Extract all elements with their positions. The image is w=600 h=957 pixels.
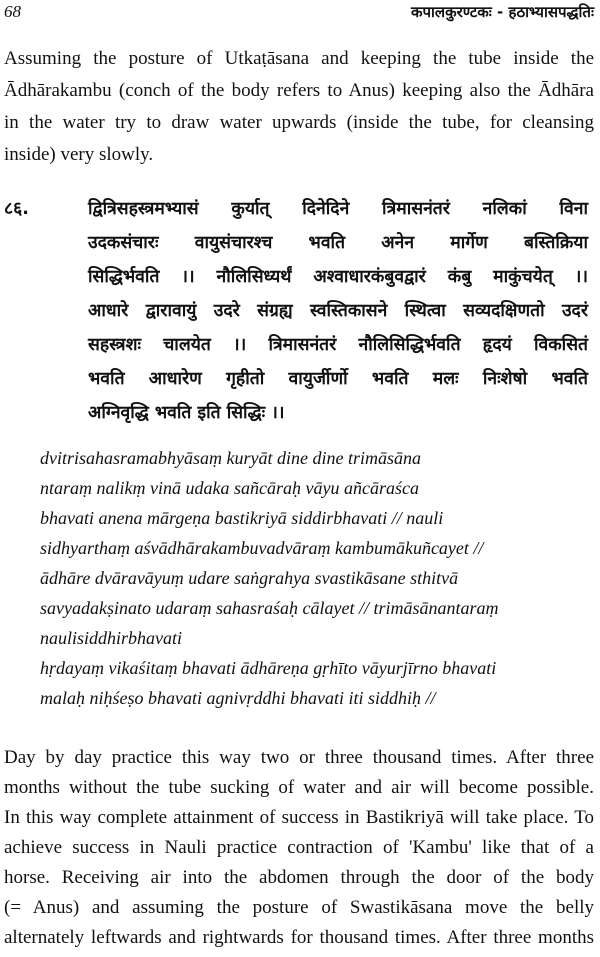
translation-line: horse. Receiving air into the abdomen through the door of the body: [4, 867, 594, 888]
intro-line: inside) very slowly.: [4, 144, 154, 165]
sanskrit-verse: [4, 196, 596, 446]
transliteration-line: savyadakṣinato udaraṃ sahasraśaḥ cālayet // trimāsānantaraṃ: [40, 598, 499, 618]
intro-line: in the water try to draw water upwards (inside the tube, for cleansing: [4, 112, 594, 133]
transliteration-line: ntaraṃ nalikṃ vinā udaka sañcāraḥ vāyu añcāraśca: [40, 478, 419, 498]
intro-paragraph: [4, 40, 594, 170]
verse-line: भवति आधारेण गृहीतो वायुर्जीर्णो भवति मलः निःशेषो भवति: [88, 369, 588, 389]
verse-line: सिद्धिर्भवति ।। नौलिसिध्यर्थं अश्वाधारकंबुवद्वारं कंबु माकुंचयेत् ।।: [88, 267, 588, 287]
transliteration-line: naulisiddhirbhavati: [40, 628, 183, 648]
verse-line: अग्निवृद्धि भवति इति सिद्धिः ।।: [88, 403, 285, 423]
translation-line: months without the tube sucking of water and air will become possible.: [4, 777, 594, 798]
page-number: 68: [4, 2, 21, 21]
running-title: कपालकुरण्टकः - हठाभ्यासपद्धतिः: [411, 3, 594, 21]
verse-line: आधारे द्वारावायुं उदरे संग्रह्य स्वस्तिकासने स्थित्वा सव्यदक्षिणतो उदरं: [88, 301, 588, 321]
verse-line: उदकसंचारः वायुसंचारश्च भवति अनेन मार्गेण बस्तिक्रिया: [88, 233, 588, 253]
transliteration-line: hṛdayaṃ vikaśitaṃ bhavati ādhāreṇa gṛhīto vāyurjīrno bhavati: [40, 658, 497, 678]
intro-line: Ādhārakambu (conch of the body refers to Anus) keeping also the Ādhāra: [4, 80, 594, 101]
transliteration-line: dvitrisahasramabhyāsaṃ kuryāt dine dine trimāsāna: [40, 448, 421, 468]
verse-number: ८६.: [4, 199, 29, 219]
page-header: [4, 2, 594, 32]
transliteration-line: ādhāre dvāravāyuṃ udare saṅgrahya svastikāsane sthitvā: [40, 568, 459, 588]
translation-line: achieve success in Nauli practice contraction of 'Kambu' like that of a: [4, 837, 594, 858]
translation-line: Day by day practice this way two or three thousand times. After three: [4, 747, 594, 768]
transliteration-line: malaḥ niḥśeṣo bhavati agnivṛddhi bhavati iti siddhiḥ //: [40, 688, 436, 708]
transliteration-line: sidhyarthaṃ aśvādhārakambuvadvāraṃ kambumākuñcayet //: [40, 538, 484, 558]
verse-line: द्वित्रिसहस्त्रमभ्यासं कुर्यात् दिनेदिने त्रिमासनंतरं नलिकां विना: [88, 199, 588, 219]
translation-paragraph: [4, 745, 594, 957]
transliteration: [40, 448, 600, 728]
translation-line: In this way complete attainment of success in Bastikriyā will take place. To: [4, 807, 594, 828]
intro-line: Assuming the posture of Utkaṭāsana and keeping the tube inside the: [4, 48, 594, 69]
verse-line: सहस्त्रशः चालयेत ।। त्रिमासनंतरं नौलिसिद्धिर्भवति हृदयं विकसितं: [88, 335, 588, 355]
transliteration-line: bhavati anena mārgeṇa bastikriyā siddirbhavati // nauli: [40, 508, 444, 528]
translation-line: (= Anus) and assuming the posture of Swastikāsana move the belly: [4, 897, 594, 918]
translation-line: alternately leftwards and rightwards for thousand times. After three months: [4, 927, 594, 948]
